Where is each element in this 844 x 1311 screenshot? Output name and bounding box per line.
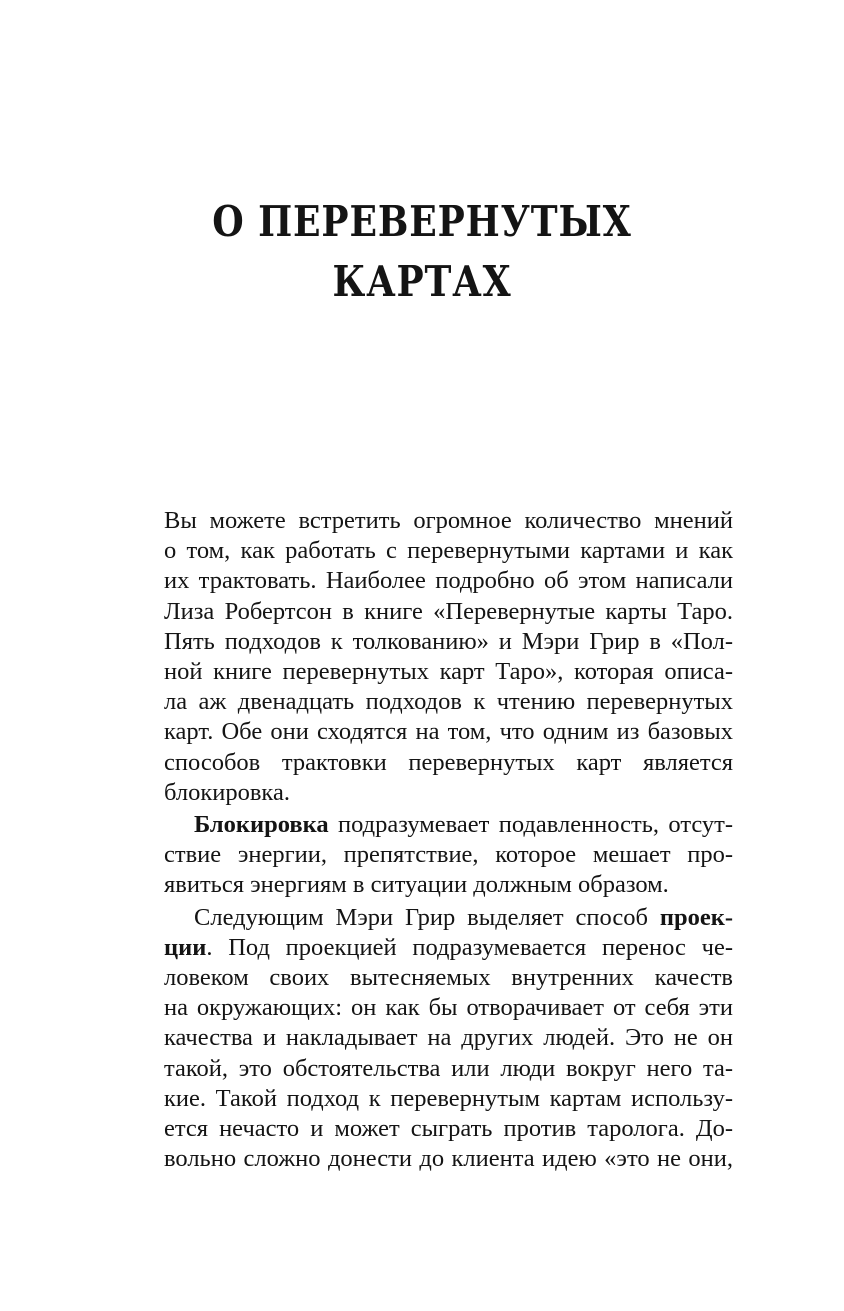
body-text: [164, 506, 733, 1176]
text-line: [164, 933, 733, 963]
text-line: [164, 810, 733, 840]
text-line: [164, 903, 733, 933]
text-line: ствие энергии, препятствие, которое мешает про-: [164, 841, 733, 869]
text-line: Вы можете встретить огромное количество мнений: [164, 507, 733, 534]
paragraph-1: [164, 506, 733, 808]
paragraph-2: [164, 810, 733, 901]
text-line: ла аж двенадцать подходов к чтению перевернутых: [164, 688, 733, 716]
text-line: карт. Обе они сходятся на том, что одним из базовых: [164, 718, 733, 746]
text-line: Пять подходов к толкованию» и Мэри Грир в «Пол-: [164, 627, 733, 655]
text-line: явиться энергиям в ситуации должным образом.: [164, 871, 669, 899]
term-projection-part-2: ции: [164, 933, 207, 961]
text-line: такой, это обстоятельства или люди вокруг него та-: [164, 1054, 733, 1082]
text-line: ной книге перевернутых карт Таро», которая описа-: [164, 658, 733, 686]
text-fragment: подразумевает подавленность, отсут-: [328, 811, 733, 839]
text-fragment: Следующим Мэри Грир выделяет способ: [194, 903, 660, 931]
term-blocking: Блокировка: [194, 811, 329, 839]
text-line: качества и накладывает на других людей. Это не он: [164, 1024, 733, 1052]
text-line: их трактовать. Наиболее подробно об этом написали: [164, 567, 733, 595]
chapter-title-line-2: КАРТАХ: [332, 257, 512, 306]
text-line: кие. Такой подход к перевернутым картам использу-: [164, 1084, 733, 1112]
chapter-title-line-1: О ПЕРЕВЕРНУТЫХ: [212, 197, 632, 246]
text-line: вольно сложно донести до клиента идею «это не они,: [164, 1145, 733, 1173]
text-line: Лиза Робертсон в книге «Перевернутые карты Таро.: [164, 597, 733, 625]
text-line: ется нечасто и может сыграть против таролога. До-: [164, 1115, 733, 1143]
text-line: о том, как работать с перевернутыми картами и как: [164, 537, 733, 565]
chapter-title: [59, 192, 785, 312]
text-line: блокировка.: [164, 778, 290, 806]
text-fragment: . Под проекцией подразумевается перенос че-: [206, 933, 733, 961]
text-line: способов трактовки перевернутых карт является: [164, 748, 733, 776]
term-projection-part-1: проек-: [659, 903, 733, 931]
text-line: на окружающих: он как бы отворачивает от себя эти: [164, 994, 733, 1022]
text-line: ловеком своих вытесняемых внутренних качеств: [164, 964, 733, 992]
paragraph-3: [164, 903, 733, 1175]
